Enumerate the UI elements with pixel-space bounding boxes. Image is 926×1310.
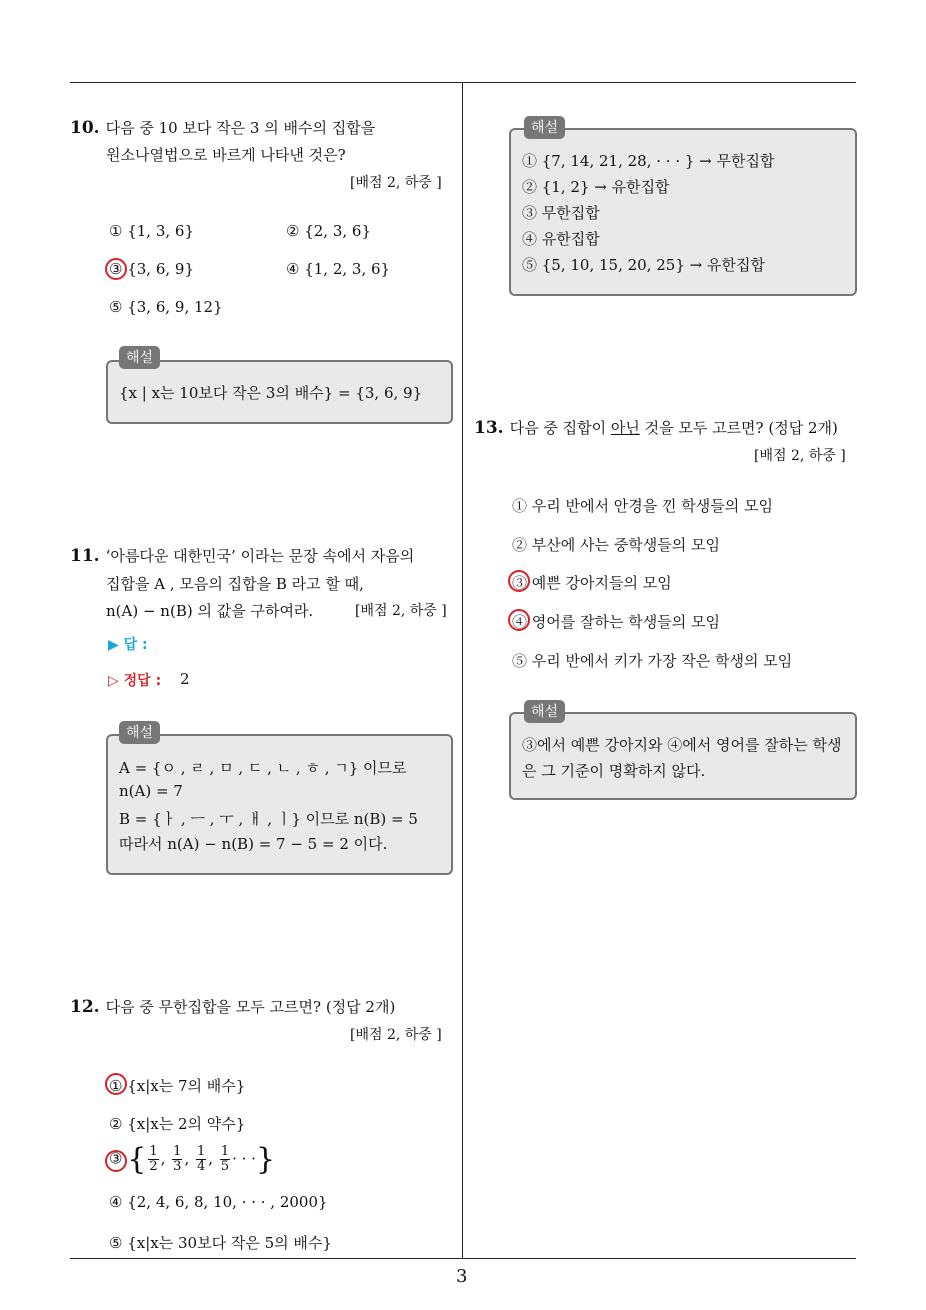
q10-option-2[interactable]: ② {2, 3, 6} xyxy=(286,222,372,240)
q10-option-3[interactable]: ③ {3, 6, 9} xyxy=(109,260,195,278)
q12-explain-line-3: ③ 무한집합 xyxy=(522,204,600,222)
q13-option-3[interactable]: ③ 예쁜 강아지들의 모임 xyxy=(512,574,672,592)
q12-explain-line-4: ④ 유한집합 xyxy=(522,230,600,248)
page-number: 3 xyxy=(456,1266,468,1287)
q11-explain-label: 해설 xyxy=(119,721,160,744)
q13-number: 13. xyxy=(474,418,504,438)
q11-correct-value: 2 xyxy=(180,670,190,688)
q13-explain-line-2: 은 그 기준이 명확하지 않다. xyxy=(522,762,706,780)
q11-line3: n(A) − n(B) 의 값을 구하여라. xyxy=(106,602,314,620)
q13-option-4[interactable]: ④ 영어를 잘하는 학생들의 모임 xyxy=(512,613,720,631)
q13-answer-circle-3 xyxy=(508,570,530,592)
q13-points: [배점 2, 하중 ] xyxy=(754,448,846,464)
q10-answer-circle xyxy=(105,258,127,280)
q13-option-1[interactable]: ① 우리 반에서 안경을 낀 학생들의 모임 xyxy=(512,497,773,515)
q10-explain-label: 해설 xyxy=(119,346,160,369)
q11-explain-line-3: B = {ㅏ , ㅡ , ㅜ , ㅐ , ㅣ} 이므로 n(B) = 5 xyxy=(119,810,418,828)
fraction-1-4: $\frac{1}{4}$ xyxy=(196,1144,206,1174)
q12-number: 12. xyxy=(70,997,100,1017)
q13-answer-circle-4 xyxy=(508,609,530,631)
q13-option-5[interactable]: ⑤ 우리 반에서 키가 가장 작은 학생의 모임 xyxy=(512,652,793,670)
q12-option-4[interactable]: ④ {2, 4, 6, 8, 10, · · · , 2000} xyxy=(109,1193,328,1211)
q12-explain-line-1: ① {7, 14, 21, 28, · · · } → 무한집합 xyxy=(522,152,775,170)
bottom-rule xyxy=(70,1258,856,1259)
fraction-1-2: $\frac{1}{2}$ xyxy=(149,1144,158,1174)
q10-explain-text: {x | x는 10보다 작은 3의 배수} = {3, 6, 9} xyxy=(119,384,423,402)
fraction-1-3: $\frac{1}{3}$ xyxy=(173,1144,182,1174)
q10-option-1[interactable]: ① {1, 3, 6} xyxy=(109,222,195,240)
q12-explain-line-2: ② {1, 2} → 유한집합 xyxy=(522,178,670,196)
top-rule xyxy=(70,82,856,83)
q11-correct-label: ▷ 정답 : xyxy=(108,673,162,689)
q10-points: [배점 2, 하중 ] xyxy=(350,175,442,191)
q11-line2: 집합을 A , 모음의 집합을 B 라고 할 때, xyxy=(106,575,364,593)
q11-number: 11. xyxy=(70,546,100,566)
q11-explain-line-4: 따라서 n(A) − n(B) = 7 − 5 = 2 이다. xyxy=(119,835,388,853)
q10-line2: 원소나열법으로 바르게 나타낸 것은? xyxy=(106,146,346,164)
q11-explain-line-2: n(A) = 7 xyxy=(119,782,183,800)
column-divider xyxy=(462,83,463,1258)
q10-line1: 10. 다음 중 10 보다 작은 3 의 배수의 집합을 xyxy=(70,118,376,138)
q12-option-1[interactable]: ① {x|x는 7의 배수} xyxy=(109,1077,246,1095)
q11-answer-label: ▶ 답 : xyxy=(108,637,148,653)
q12-explain-line-5: ⑤ {5, 10, 15, 20, 25} → 유한집합 xyxy=(522,256,765,274)
q12-line1: 12. 다음 중 무한집합을 모두 고르면? (정답 2개) xyxy=(70,997,396,1017)
q12-option-2[interactable]: ② {x|x는 2의 약수} xyxy=(109,1115,246,1133)
q12-explain-label: 해설 xyxy=(524,116,565,139)
q11-points: [배점 2, 하중 ] xyxy=(355,603,447,619)
q12-points: [배점 2, 하중 ] xyxy=(350,1027,442,1043)
q12-answer-circle-1 xyxy=(105,1073,127,1095)
q13-explain-line-1: ③에서 예쁜 강아지와 ④에서 영어를 잘하는 학생 xyxy=(522,736,842,754)
q11-explain-line-1: A = {ㅇ , ㄹ , ㅁ , ㄷ , ㄴ , ㅎ , ㄱ} 이므로 xyxy=(119,759,407,777)
q12-option-5[interactable]: ⑤ {x|x는 30보다 작은 5의 배수} xyxy=(109,1234,332,1252)
q13-explain-label: 해설 xyxy=(524,700,565,723)
q11-line1: 11. ‘아름다운 대한민국’ 이라는 문장 속에서 자음의 xyxy=(70,546,415,566)
q10-number: 10. xyxy=(70,118,100,138)
q12-option-3[interactable]: ③ { $\frac{1}{2}$ , $\frac{1}{3}$ , $\frac{1}{4}$ , $\frac{1}{5}$ · · ·} xyxy=(109,1142,276,1177)
q13-underlined-word: 아닌 xyxy=(610,419,640,437)
q12-answer-circle-3 xyxy=(105,1150,127,1172)
q13-option-2[interactable]: ② 부산에 사는 중학생들의 모임 xyxy=(512,536,720,554)
q13-line1: 13. 다음 중 집합이 아닌 것을 모두 고르면? (정답 2개) xyxy=(474,418,838,438)
fraction-1-5: $\frac{1}{5}$ xyxy=(220,1144,230,1174)
q10-option-5[interactable]: ⑤ {3, 6, 9, 12} xyxy=(109,298,223,316)
q10-option-4[interactable]: ④ {1, 2, 3, 6} xyxy=(286,260,391,278)
q13-explain-box xyxy=(509,712,857,800)
